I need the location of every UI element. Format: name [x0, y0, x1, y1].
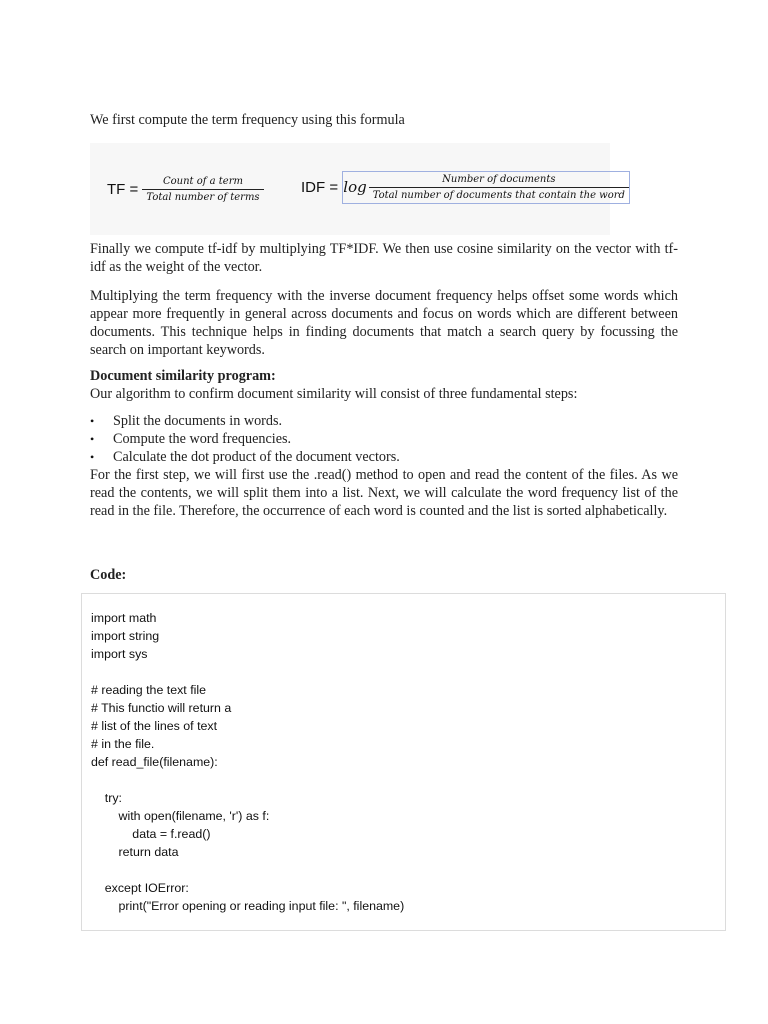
paragraph-first-step: For the first step, we will first use the .read() method to open and read the content of the files. As we read the contents, we will split them into a list. Next, we will calculate the word frequency list of the read in the file. Therefore, the occurrence of each word is counted and the list is sorted alphabetically. [90, 467, 678, 519]
idf-numerator: Number of documents [442, 173, 556, 185]
code-line: except IOError: [91, 881, 189, 895]
section-intro: Our algorithm to confirm document similarity will consist of three fundamental steps: [90, 386, 578, 402]
code-line: with open(filename, 'r') as f: [91, 809, 270, 823]
tf-numerator: Count of a term [163, 175, 243, 187]
code-line: return data [91, 845, 179, 859]
code-line: data = f.read() [91, 827, 211, 841]
code-line: # in the file. [91, 737, 155, 751]
idf-denominator: Total number of documents that contain the word [369, 187, 629, 202]
code-line: def read_file(filename): [91, 755, 218, 769]
code-line: # reading the text file [91, 683, 207, 697]
code-lines [91, 609, 404, 915]
list-item: • Split the documents in words. [90, 412, 678, 430]
code-heading: Code: [90, 567, 127, 583]
code-line: try: [91, 791, 122, 805]
code-line: import sys [91, 647, 148, 661]
steps-list [90, 412, 678, 466]
section-heading: Document similarity program: [90, 368, 276, 384]
tf-denominator: Total number of terms [142, 189, 263, 204]
code-line [91, 771, 404, 789]
code-line: import math [91, 611, 157, 625]
paragraph-idf-explanation: Multiplying the term frequency with the inverse document frequency helps offset some words which appear more frequently in general across documents and focus on words which are different between documents. This technique helps in finding documents that match a search query by focussing the search on important keywords. [90, 288, 678, 358]
code-line: import string [91, 629, 160, 643]
tf-formula [107, 172, 264, 206]
list-item: • Compute the word frequencies. [90, 430, 678, 448]
code-line: print("Error opening or reading input file: ", filename) [91, 899, 405, 913]
paragraph-tfidf: Finally we compute tf-idf by multiplying TF*IDF. We then use cosine similarity on the vector with tf-idf as the weight of the vector. [90, 241, 678, 275]
list-item: • Calculate the dot product of the document vectors. [90, 448, 678, 466]
code-line: # This functio will return a [91, 701, 232, 715]
intro-text: We first compute the term frequency using this formula [90, 112, 405, 128]
code-line [91, 663, 404, 681]
idf-formula [301, 170, 630, 204]
tf-label: TF = [107, 180, 143, 198]
code-block [81, 593, 726, 931]
code-line [91, 861, 404, 879]
tf-fraction [142, 175, 263, 204]
idf-log: log [343, 178, 367, 196]
idf-label: IDF = [301, 178, 343, 196]
idf-fraction [369, 173, 629, 202]
idf-expression-box [342, 171, 630, 204]
code-line: # list of the lines of text [91, 719, 218, 733]
